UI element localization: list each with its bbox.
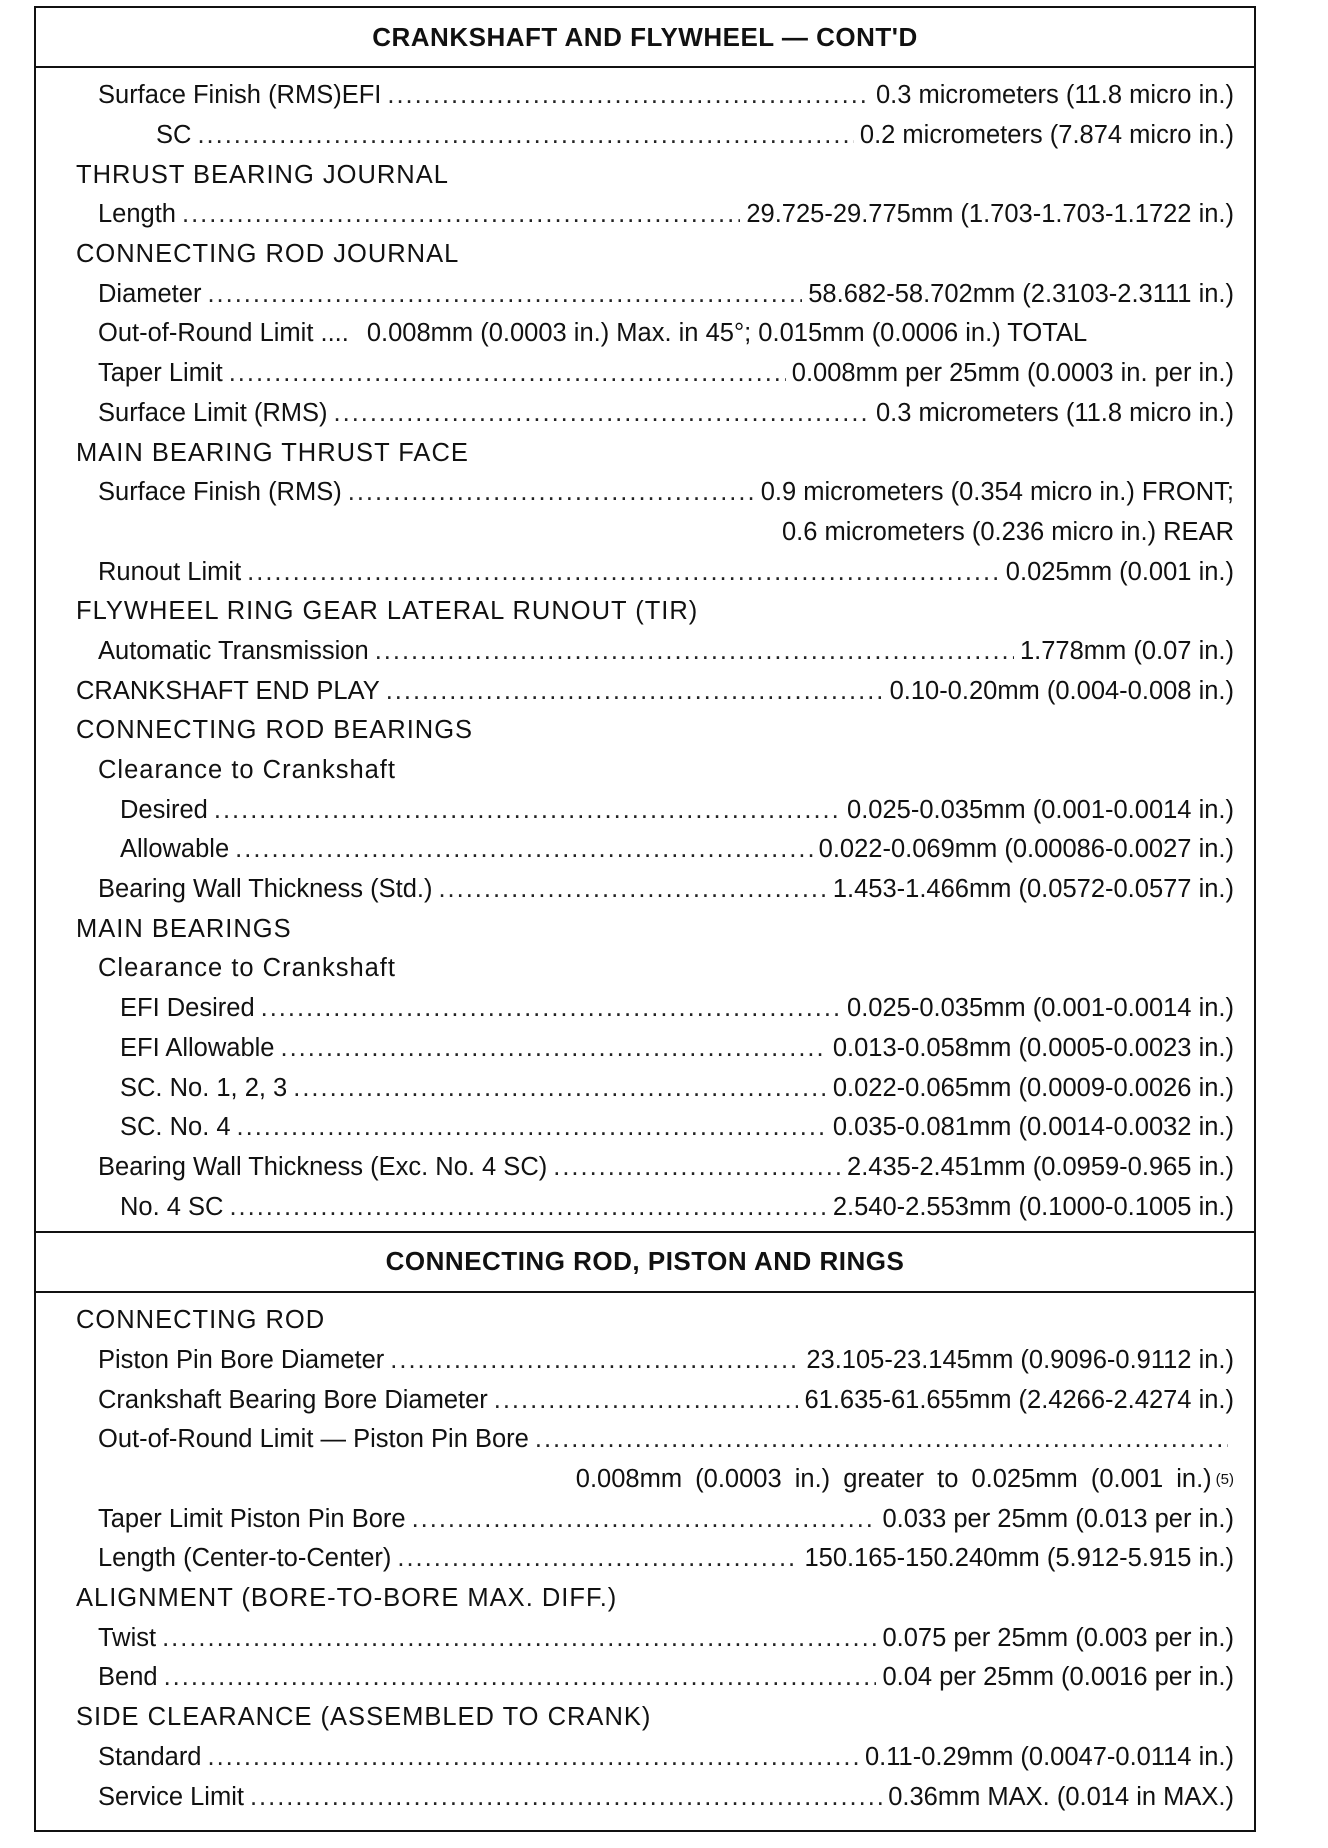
spec-label: Bearing Wall Thickness (Std.) bbox=[98, 875, 433, 904]
spec-row bbox=[36, 1777, 1254, 1817]
spec-row-continuation bbox=[36, 513, 1254, 553]
spec-subheading bbox=[36, 949, 1254, 989]
spec-value: 0.2 micrometers (7.874 micro in.) bbox=[859, 121, 1234, 150]
leader-dots bbox=[412, 1505, 877, 1534]
spec-value: 0.025-0.035mm (0.001-0.0014 in.) bbox=[847, 795, 1234, 824]
section-connecting-rod-body bbox=[36, 1293, 1254, 1821]
spec-value: 0.3 micrometers (11.8 micro in.) bbox=[875, 398, 1234, 427]
spec-row bbox=[36, 1187, 1254, 1227]
leader-dots bbox=[208, 1743, 859, 1772]
spec-row bbox=[36, 989, 1254, 1029]
leader-dots bbox=[229, 1193, 826, 1222]
heading-label: CONNECTING ROD JOURNAL bbox=[76, 240, 460, 269]
leader-dots bbox=[494, 1386, 799, 1415]
spec-heading bbox=[36, 155, 1254, 195]
spec-value: 23.105-23.145mm (0.9096-0.9112 in.) bbox=[806, 1345, 1234, 1374]
spec-value: 0.035-0.081mm (0.0014-0.0032 in.) bbox=[832, 1113, 1234, 1142]
spec-label: CRANKSHAFT END PLAY bbox=[76, 676, 380, 705]
spec-value: 0.36mm MAX. (0.014 in MAX.) bbox=[888, 1782, 1234, 1811]
spec-label: Crankshaft Bearing Bore Diameter bbox=[98, 1385, 488, 1414]
spec-label: Out-of-Round Limit .... bbox=[98, 319, 349, 348]
leader-dots bbox=[261, 994, 841, 1023]
section-title-crankshaft: CRANKSHAFT AND FLYWHEEL — CONT'D bbox=[36, 8, 1254, 68]
spec-label: Surface Finish (RMS) bbox=[98, 478, 342, 507]
spec-row bbox=[36, 671, 1254, 711]
spec-value: 2.435-2.451mm (0.0959-0.965 in.) bbox=[847, 1152, 1234, 1181]
leader-dots bbox=[375, 637, 1014, 666]
spec-label: EFI Desired bbox=[120, 994, 255, 1023]
spec-row bbox=[36, 632, 1254, 672]
spec-value: 1.453-1.466mm (0.0572-0.0577 in.) bbox=[832, 875, 1234, 904]
spec-label: Allowable bbox=[120, 835, 230, 864]
spec-value: 0.6 micrometers (0.236 micro in.) REAR bbox=[781, 517, 1234, 546]
leader-dots bbox=[247, 558, 1000, 587]
heading-label: THRUST BEARING JOURNAL bbox=[76, 160, 449, 189]
spec-row bbox=[36, 1341, 1254, 1381]
spec-label: SC. No. 4 bbox=[120, 1113, 231, 1142]
spec-value: 0.022-0.065mm (0.0009-0.0026 in.) bbox=[832, 1073, 1234, 1102]
spec-label: Taper Limit Piston Pin Bore bbox=[98, 1504, 406, 1533]
leader-dots bbox=[397, 1544, 798, 1573]
spec-value: 0.025-0.035mm (0.001-0.0014 in.) bbox=[847, 994, 1234, 1023]
spec-value: 0.9 micrometers (0.354 micro in.) FRONT; bbox=[760, 478, 1234, 507]
section-crankshaft-body bbox=[36, 68, 1254, 1231]
spec-label: Out-of-Round Limit — Piston Pin Bore bbox=[98, 1425, 529, 1454]
spec-label: Length (Center-to-Center) bbox=[98, 1544, 392, 1573]
spec-row bbox=[36, 1029, 1254, 1069]
leader-dots bbox=[334, 399, 870, 428]
spec-label: Runout Limit bbox=[98, 557, 242, 586]
subheading-label: Clearance to Crankshaft bbox=[98, 954, 396, 983]
spec-row bbox=[36, 1499, 1254, 1539]
spec-row bbox=[36, 1658, 1254, 1698]
spec-row bbox=[36, 830, 1254, 870]
spec-label: Desired bbox=[120, 795, 208, 824]
spec-heading bbox=[36, 1301, 1254, 1341]
spec-heading bbox=[36, 1579, 1254, 1619]
spec-value: 58.682-58.702mm (2.3103-2.3111 in.) bbox=[808, 279, 1234, 308]
spec-row bbox=[36, 473, 1254, 513]
spec-value: 2.540-2.553mm (0.1000-0.1005 in.) bbox=[832, 1192, 1234, 1221]
spec-row bbox=[36, 1380, 1254, 1420]
spec-label: Surface Finish (RMS)EFI bbox=[98, 81, 382, 110]
spec-value: 0.033 per 25mm (0.013 per in.) bbox=[882, 1504, 1234, 1533]
leader-dots bbox=[390, 1346, 800, 1375]
spec-row bbox=[36, 1738, 1254, 1778]
spec-value: 0.075 per 25mm (0.003 per in.) bbox=[882, 1623, 1234, 1652]
spec-row bbox=[36, 1148, 1254, 1188]
heading-label: MAIN BEARING THRUST FACE bbox=[76, 438, 469, 467]
spec-heading bbox=[36, 433, 1254, 473]
spec-value: 0.008mm (0.0003 in.) Max. in 45°; 0.015mm (0.0006 in.) TOTAL bbox=[366, 319, 1088, 348]
spec-row bbox=[36, 1420, 1254, 1460]
spec-label: Diameter bbox=[98, 279, 202, 308]
leader-dots bbox=[535, 1425, 1228, 1454]
spec-heading bbox=[36, 592, 1254, 632]
spec-label: Bearing Wall Thickness (Exc. No. 4 SC) bbox=[98, 1152, 548, 1181]
leader-dots bbox=[235, 835, 812, 864]
spec-label: Standard bbox=[98, 1742, 202, 1771]
leader-dots bbox=[182, 200, 740, 229]
spec-row bbox=[36, 394, 1254, 434]
spec-label: Automatic Transmission bbox=[98, 636, 369, 665]
spec-value: 0.04 per 25mm (0.0016 per in.) bbox=[882, 1663, 1234, 1692]
spec-label: Twist bbox=[98, 1623, 157, 1652]
leader-dots bbox=[162, 1624, 876, 1653]
leader-dots bbox=[164, 1663, 877, 1692]
spec-row bbox=[36, 790, 1254, 830]
spec-value: 1.778mm (0.07 in.) bbox=[1019, 636, 1234, 665]
spec-value: 0.025mm (0.001 in.) bbox=[1005, 557, 1234, 586]
leader-dots bbox=[237, 1113, 827, 1142]
spec-row bbox=[36, 1618, 1254, 1658]
spec-subheading bbox=[36, 751, 1254, 791]
spec-value: 61.635-61.655mm (2.4266-2.4274 in.) bbox=[804, 1385, 1234, 1414]
spec-row bbox=[36, 1539, 1254, 1579]
spec-heading bbox=[36, 1698, 1254, 1738]
leader-dots bbox=[386, 677, 884, 706]
spec-label: Service Limit bbox=[98, 1782, 244, 1811]
spec-value: 29.725-29.775mm (1.703-1.703-1.1722 in.) bbox=[746, 200, 1234, 229]
spec-row bbox=[36, 274, 1254, 314]
spec-row bbox=[36, 870, 1254, 910]
spec-value: 0.022-0.069mm (0.00086-0.0027 in.) bbox=[818, 835, 1234, 864]
spec-label: EFI Allowable bbox=[120, 1033, 275, 1062]
spec-row bbox=[36, 116, 1254, 156]
spec-label: Surface Limit (RMS) bbox=[98, 398, 328, 427]
leader-dots bbox=[281, 1034, 827, 1063]
footnote-ref: (5) bbox=[1215, 1471, 1234, 1489]
leader-dots bbox=[387, 81, 870, 110]
leader-dots bbox=[348, 478, 755, 507]
spec-label: Taper Limit bbox=[98, 359, 223, 388]
leader-dots bbox=[293, 1074, 827, 1103]
leader-dots bbox=[214, 796, 841, 825]
spec-row bbox=[36, 76, 1254, 116]
heading-label: SIDE CLEARANCE (ASSEMBLED TO CRANK) bbox=[76, 1703, 652, 1732]
heading-label: CONNECTING ROD bbox=[76, 1306, 326, 1335]
heading-label: MAIN BEARINGS bbox=[76, 914, 292, 943]
spec-row bbox=[36, 195, 1254, 235]
leader-dots bbox=[229, 359, 786, 388]
spec-row bbox=[36, 552, 1254, 592]
heading-label: CONNECTING ROD BEARINGS bbox=[76, 716, 474, 745]
leader-dots bbox=[438, 875, 826, 904]
leader-dots bbox=[553, 1153, 841, 1182]
spec-value: 0.11-0.29mm (0.0047-0.0114 in.) bbox=[864, 1742, 1234, 1771]
spec-row-continuation bbox=[36, 1460, 1254, 1500]
leader-dots bbox=[207, 280, 802, 309]
section-title-connecting-rod: CONNECTING ROD, PISTON AND RINGS bbox=[36, 1231, 1254, 1293]
spec-value: 150.165-150.240mm (5.912-5.915 in.) bbox=[804, 1544, 1234, 1573]
spec-value: 0.3 micrometers (11.8 micro in.) bbox=[875, 81, 1234, 110]
spec-table bbox=[34, 6, 1256, 1832]
heading-label: FLYWHEEL RING GEAR LATERAL RUNOUT (TIR) bbox=[76, 597, 699, 626]
leader-dots bbox=[197, 121, 853, 150]
spec-label: Bend bbox=[98, 1663, 158, 1692]
spec-heading bbox=[36, 711, 1254, 751]
spec-label: Piston Pin Bore Diameter bbox=[98, 1345, 385, 1374]
heading-label: ALIGNMENT (BORE-TO-BORE MAX. DIFF.) bbox=[76, 1584, 618, 1613]
spec-heading bbox=[36, 909, 1254, 949]
spec-heading bbox=[36, 235, 1254, 275]
spec-row bbox=[36, 354, 1254, 394]
spec-label: SC bbox=[156, 121, 192, 150]
spec-label: SC. No. 1, 2, 3 bbox=[120, 1073, 288, 1102]
subheading-label: Clearance to Crankshaft bbox=[98, 756, 396, 785]
spec-value: 0.008mm per 25mm (0.0003 in. per in.) bbox=[791, 359, 1234, 388]
spec-row bbox=[36, 1068, 1254, 1108]
spec-label: Length bbox=[98, 200, 176, 229]
spec-value: 0.008mm (0.0003 in.) greater to 0.025mm (0.001 in.) bbox=[575, 1465, 1212, 1494]
spec-label: No. 4 SC bbox=[120, 1192, 224, 1221]
spec-row bbox=[36, 314, 1254, 354]
spec-value: 0.10-0.20mm (0.004-0.008 in.) bbox=[889, 676, 1234, 705]
leader-dots bbox=[250, 1783, 882, 1812]
spec-row bbox=[36, 1108, 1254, 1148]
spec-value: 0.013-0.058mm (0.0005-0.0023 in.) bbox=[832, 1033, 1234, 1062]
